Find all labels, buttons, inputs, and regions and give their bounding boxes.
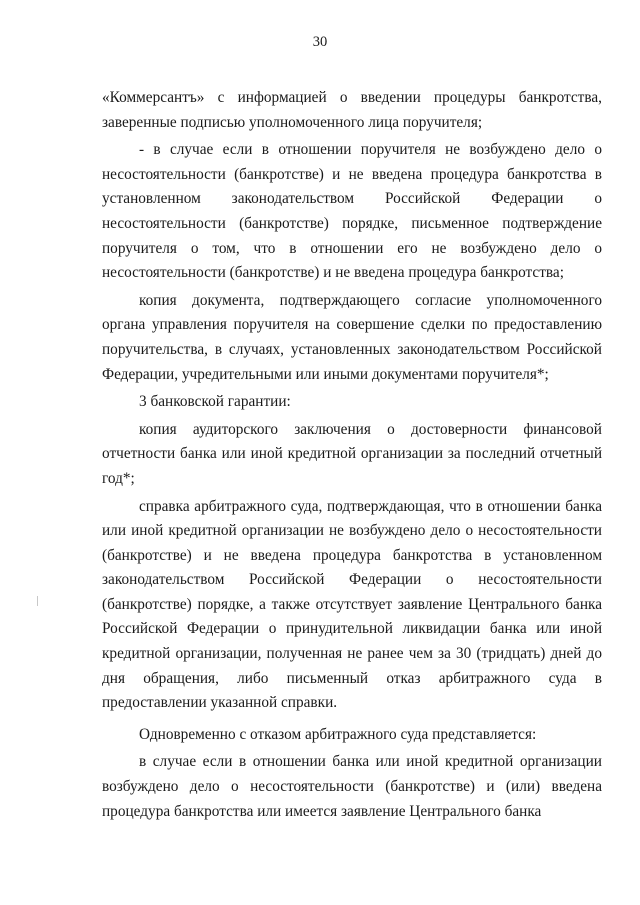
document-body [102,86,602,824]
paragraph-kommersant: «Коммерсантъ» с информацией о введении процедуры банкротства, заверенные подписью уполномоченного лица поручителя; [102,89,602,131]
page-number: 30 [312,34,328,50]
paragraph-simultaneous-refusal: Одновременно с отказом арбитражного суда представляется: [139,725,537,743]
scan-margin-mark [37,596,38,606]
paragraph-consent-copy: копия документа, подтверждающего согласие уполномоченного органа управления поручителя на совершение сделки по предоставлению поручительства, в случаях, установленных законодательством Российской Федерации, учредительными или иными документами поручителя*; [102,291,602,383]
paragraph-bank-guarantee-heading: 3 банковской гарантии: [139,393,291,411]
paragraph-arbitration-certificate: справка арбитражного суда, подтверждающая, что в отношении банка или иной кредитной организации не возбуждено дело о несостоятельности (банкротстве) и не введена процедура банкротства в установленном законодательством Российской Федерации о несостоятельности (банкротстве) порядке, а также отсутствует заявление Центрального банка Российской Федерации о принудительной ликвидации банка или иной кредитной организации, полученная не ранее чем за 30 (тридцать) дней до дня обращения, либо письменный отказ арбитражного суда в предоставлении указанной справки. [102,497,602,712]
paragraph-no-bankruptcy-guarantor: - в случае если в отношении поручителя не возбуждено дело о несостоятельности (банкротстве) и не введена процедура банкротства в установленном законодательством Российской Федерации о несостоятельности (банкротстве) порядке, письменное подтверждение поручителя о том, что в отношении его не возбуждено дело о несостоятельности (банкротстве) и не введена процедура банкротства; [102,141,602,282]
paragraph-bankruptcy-case: в случае если в отношении банка или иной кредитной организации возбуждено дело о несостоятельности (банкротстве) и (или) введена процедура банкротства или имеется заявление Центрального банка [102,753,602,820]
paragraph-audit-copy: копия аудиторского заключения о достоверности финансовой отчетности банка или иной кредитной организации за последний отчетный год*; [102,420,602,487]
